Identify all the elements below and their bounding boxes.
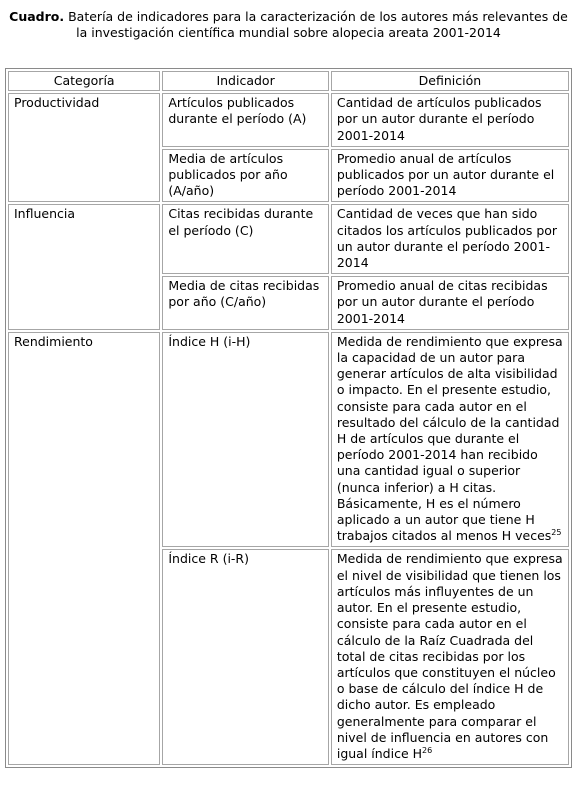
indicator-cell: Artículos publicados durante el período (A)	[162, 93, 328, 147]
caption-lead: Cuadro.	[9, 9, 65, 24]
category-cell: Productividad	[8, 93, 160, 202]
category-cell: Influencia	[8, 204, 160, 329]
definition-text: Medida de rendimiento que expresa la capacidad de un autor para generar artículos de alta visibilidad o impacto. En el presente estudio, consiste para cada autor en el resultado del cálculo de la cantidad H de artículos que durante el período 2001-2014 han recibido una cantidad igual o superior (nunca inferior) a H citas. Básicamente, H es el número aplicado a un autor que tiene H trabajos citados al menos H veces	[336, 333, 563, 544]
reference-superscript: 25	[551, 528, 562, 538]
table-caption	[8, 9, 569, 41]
definition-cell: Cantidad de veces que han sido citados los artículos publicados por un autor durante el período 2001-2014	[331, 204, 569, 274]
definition-cell: Promedio anual de artículos publicados por un autor durante el período 2001-2014	[331, 149, 569, 203]
indicator-cell: Media de artículos publicados por año (A/año)	[162, 149, 328, 203]
definition-cell	[331, 549, 569, 765]
table-row	[8, 93, 569, 147]
definition-cell: Promedio anual de citas recibidas por un autor durante el período 2001-2014	[331, 276, 569, 330]
header-indicador: Indicador	[162, 71, 328, 91]
definition-cell: Cantidad de artículos publicados por un autor durante el período 2001-2014	[331, 93, 569, 147]
header-definicion: Definición	[331, 71, 569, 91]
indicator-cell: Índice R (i-R)	[162, 549, 328, 765]
caption-text: Batería de indicadores para la caracterización de los autores más relevantes de la investigación científica mundial sobre alopecia areata 2001-2014	[64, 9, 568, 41]
table-row	[8, 204, 569, 274]
indicator-cell: Media de citas recibidas por año (C/año)	[162, 276, 328, 330]
table-row	[8, 332, 569, 548]
table-header-row	[8, 71, 569, 91]
header-categoria: Categoría	[8, 71, 160, 91]
indicator-table	[5, 68, 572, 768]
indicator-cell: Índice H (i-H)	[162, 332, 328, 548]
indicator-cell: Citas recibidas durante el período (C)	[162, 204, 328, 274]
category-cell: Rendimiento	[8, 332, 160, 765]
definition-text: Medida de rendimiento que expresa el nivel de visibilidad que tienen los artículos más influyentes de un autor. En el presente estudio, consiste para cada autor en el cálculo de la Raíz Cuadrada del total de citas recibidas por los artículos que constituyen el núcleo o base de cálculo del índice H de dicho autor. Es empleado generalmente para comparar el nivel de influencia en autores con igual índice H	[336, 551, 563, 761]
reference-superscript: 26	[422, 745, 433, 755]
definition-cell	[331, 332, 569, 548]
